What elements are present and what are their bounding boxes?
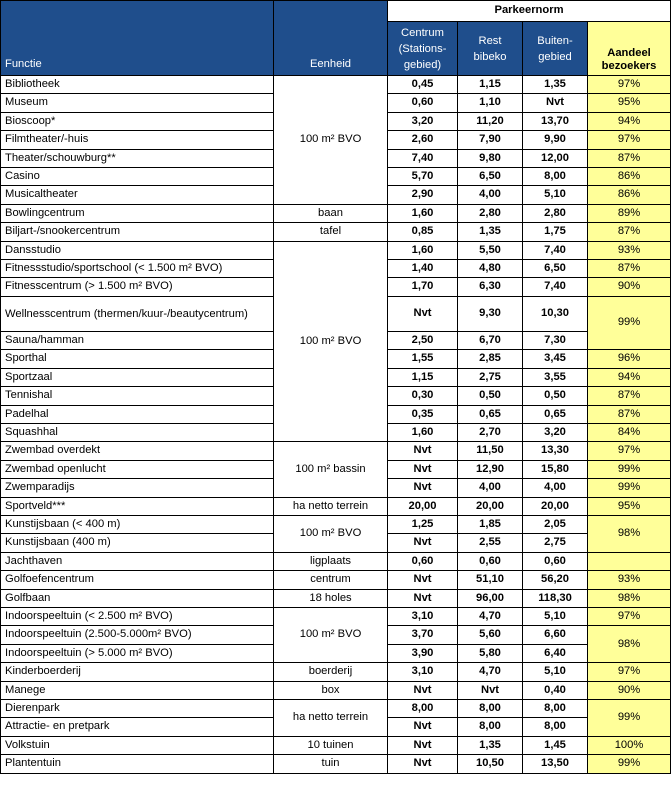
rest-bibeko-value: 2,55	[458, 534, 523, 552]
aandeel-bezoekers-value: 97%	[588, 131, 671, 149]
buitengebied-value: 7,40	[523, 278, 588, 296]
functie-cell: Squashhal	[1, 423, 274, 441]
centrum-value: 2,60	[388, 131, 458, 149]
aandeel-bezoekers-value: 86%	[588, 186, 671, 204]
functie-cell: Sportveld***	[1, 497, 274, 515]
eenheid-cell: 100 m² bassin	[274, 442, 388, 497]
rest-bibeko-value: 5,60	[458, 626, 523, 644]
functie-cell: Zwembad overdekt	[1, 442, 274, 460]
centrum-value: 1,60	[388, 241, 458, 259]
buitengebied-value: 20,00	[523, 497, 588, 515]
buitengebied-value: 10,30	[523, 296, 588, 331]
functie-cell: Indoorspeeltuin (> 5.000 m² BVO)	[1, 644, 274, 662]
table-row	[1, 552, 671, 570]
buitengebied-value: 5,10	[523, 186, 588, 204]
aandeel-bezoekers-value: 87%	[588, 149, 671, 167]
centrum-value: 1,25	[388, 515, 458, 533]
buitengebied-value: 5,10	[523, 607, 588, 625]
functie-cell: Plantentuin	[1, 755, 274, 773]
centrum-value: 5,70	[388, 168, 458, 186]
table-row	[1, 223, 671, 241]
functie-cell: Zwemparadijs	[1, 479, 274, 497]
table-row	[1, 681, 671, 699]
eenheid-cell: 100 m² BVO	[274, 607, 388, 662]
buitengebied-value: 13,30	[523, 442, 588, 460]
centrum-value: 1,60	[388, 204, 458, 222]
functie-cell: Kunstijsbaan (400 m)	[1, 534, 274, 552]
aandeel-bezoekers-value: 97%	[588, 607, 671, 625]
functie-cell: Golfbaan	[1, 589, 274, 607]
centrum-value: Nvt	[388, 755, 458, 773]
buitengebied-value: 0,60	[523, 552, 588, 570]
centrum-value: Nvt	[388, 460, 458, 478]
functie-cell: Golfoefencentrum	[1, 571, 274, 589]
rest-bibeko-value: 9,30	[458, 296, 523, 331]
aandeel-bezoekers-value: 99%	[588, 700, 671, 737]
functie-cell: Indoorspeeltuin (< 2.500 m² BVO)	[1, 607, 274, 625]
centrum-value: 3,20	[388, 112, 458, 130]
functie-cell: Attractie- en pretpark	[1, 718, 274, 736]
buitengebied-value: 5,10	[523, 663, 588, 681]
functie-cell: Sauna/hamman	[1, 331, 274, 349]
centrum-value: Nvt	[388, 442, 458, 460]
aandeel-bezoekers-value: 98%	[588, 626, 671, 663]
centrum-value: 7,40	[388, 149, 458, 167]
header-eenheid: Eenheid	[274, 1, 388, 76]
buitengebied-value: 0,40	[523, 681, 588, 699]
buitengebied-value: 12,00	[523, 149, 588, 167]
centrum-value: 1,40	[388, 260, 458, 278]
functie-cell: Museum	[1, 94, 274, 112]
functie-cell: Filmtheater/-huis	[1, 131, 274, 149]
centrum-value: 0,60	[388, 94, 458, 112]
functie-cell: Sportzaal	[1, 368, 274, 386]
rest-bibeko-value: 0,65	[458, 405, 523, 423]
rest-bibeko-value: 5,50	[458, 241, 523, 259]
rest-bibeko-value: 1,15	[458, 76, 523, 94]
rest-bibeko-value: 4,70	[458, 607, 523, 625]
aandeel-bezoekers-value: 84%	[588, 423, 671, 441]
aandeel-bezoekers-value: 90%	[588, 278, 671, 296]
functie-cell: Bowlingcentrum	[1, 204, 274, 222]
buitengebied-value: 2,05	[523, 515, 588, 533]
header-rest-bibeko: Rest bibeko	[458, 22, 523, 76]
functie-cell: Bioscoop*	[1, 112, 274, 130]
centrum-value: 1,55	[388, 350, 458, 368]
aandeel-bezoekers-value: 98%	[588, 515, 671, 552]
header-buitengebied: Buiten-gebied	[523, 22, 588, 76]
functie-cell: Indoorspeeltuin (2.500-5.000m² BVO)	[1, 626, 274, 644]
centrum-value: 0,35	[388, 405, 458, 423]
eenheid-cell: 18 holes	[274, 589, 388, 607]
header-parkeernorm: Parkeernorm	[388, 1, 671, 22]
centrum-value: Nvt	[388, 479, 458, 497]
functie-cell: Fitnessstudio/sportschool (< 1.500 m² BVO)	[1, 260, 274, 278]
aandeel-bezoekers-value: 95%	[588, 497, 671, 515]
functie-cell: Tennishal	[1, 387, 274, 405]
rest-bibeko-value: 2,85	[458, 350, 523, 368]
eenheid-cell: baan	[274, 204, 388, 222]
functie-cell: Theater/schouwburg**	[1, 149, 274, 167]
rest-bibeko-value: 2,80	[458, 204, 523, 222]
eenheid-cell: tafel	[274, 223, 388, 241]
functie-cell: Padelhal	[1, 405, 274, 423]
rest-bibeko-value: 96,00	[458, 589, 523, 607]
buitengebied-value: 56,20	[523, 571, 588, 589]
centrum-value: Nvt	[388, 681, 458, 699]
functie-cell: Musicaltheater	[1, 186, 274, 204]
rest-bibeko-value: 1,85	[458, 515, 523, 533]
rest-bibeko-value: 51,10	[458, 571, 523, 589]
aandeel-bezoekers-value: 97%	[588, 76, 671, 94]
aandeel-bezoekers-value: 99%	[588, 479, 671, 497]
buitengebied-value: 1,35	[523, 76, 588, 94]
aandeel-bezoekers-value: 93%	[588, 571, 671, 589]
buitengebied-value: 0,65	[523, 405, 588, 423]
rest-bibeko-value: 6,50	[458, 168, 523, 186]
buitengebied-value: 118,30	[523, 589, 588, 607]
aandeel-bezoekers-value: 87%	[588, 405, 671, 423]
functie-cell: Kunstijsbaan (< 400 m)	[1, 515, 274, 533]
table-row	[1, 663, 671, 681]
centrum-value: 3,10	[388, 607, 458, 625]
rest-bibeko-value: 11,20	[458, 112, 523, 130]
table-row	[1, 241, 671, 259]
aandeel-bezoekers-value	[588, 552, 671, 570]
buitengebied-value: 1,45	[523, 736, 588, 754]
functie-cell: Zwembad openlucht	[1, 460, 274, 478]
buitengebied-value: 9,90	[523, 131, 588, 149]
centrum-value: 2,90	[388, 186, 458, 204]
aandeel-bezoekers-value: 89%	[588, 204, 671, 222]
centrum-value: 8,00	[388, 700, 458, 718]
rest-bibeko-value: 8,00	[458, 700, 523, 718]
rest-bibeko-value: 2,70	[458, 423, 523, 441]
buitengebied-value: 1,75	[523, 223, 588, 241]
centrum-value: 3,10	[388, 663, 458, 681]
aandeel-bezoekers-value: 99%	[588, 460, 671, 478]
table-row	[1, 571, 671, 589]
aandeel-bezoekers-value: 90%	[588, 681, 671, 699]
buitengebied-value: 8,00	[523, 700, 588, 718]
functie-cell: Dierenpark	[1, 700, 274, 718]
header-functie: Functie	[1, 1, 274, 76]
functie-cell: Casino	[1, 168, 274, 186]
rest-bibeko-value: 7,90	[458, 131, 523, 149]
buitengebied-value: 13,50	[523, 755, 588, 773]
centrum-value: Nvt	[388, 534, 458, 552]
aandeel-bezoekers-value: 98%	[588, 589, 671, 607]
centrum-value: 0,45	[388, 76, 458, 94]
rest-bibeko-value: 10,50	[458, 755, 523, 773]
eenheid-cell: ha netto terrein	[274, 497, 388, 515]
aandeel-bezoekers-value: 100%	[588, 736, 671, 754]
rest-bibeko-value: 8,00	[458, 718, 523, 736]
table-row	[1, 700, 671, 718]
aandeel-bezoekers-value: 94%	[588, 368, 671, 386]
table-row	[1, 497, 671, 515]
functie-cell: Kinderboerderij	[1, 663, 274, 681]
table-row	[1, 515, 671, 533]
functie-cell: Wellnesscentrum (thermen/kuur-/beautycentrum)	[1, 296, 274, 331]
eenheid-cell: 10 tuinen	[274, 736, 388, 754]
centrum-value: Nvt	[388, 571, 458, 589]
functie-cell: Volkstuin	[1, 736, 274, 754]
rest-bibeko-value: 11,50	[458, 442, 523, 460]
buitengebied-value: 2,75	[523, 534, 588, 552]
table-row	[1, 755, 671, 773]
aandeel-bezoekers-value: 99%	[588, 755, 671, 773]
buitengebied-value: 6,50	[523, 260, 588, 278]
buitengebied-value: 7,30	[523, 331, 588, 349]
rest-bibeko-value: 6,70	[458, 331, 523, 349]
centrum-value: 1,70	[388, 278, 458, 296]
centrum-value: 20,00	[388, 497, 458, 515]
aandeel-bezoekers-value: 93%	[588, 241, 671, 259]
aandeel-bezoekers-value: 96%	[588, 350, 671, 368]
table-row	[1, 736, 671, 754]
aandeel-bezoekers-value: 87%	[588, 387, 671, 405]
buitengebied-value: 3,55	[523, 368, 588, 386]
buitengebied-value: Nvt	[523, 94, 588, 112]
functie-cell: Fitnesscentrum (> 1.500 m² BVO)	[1, 278, 274, 296]
aandeel-bezoekers-value: 86%	[588, 168, 671, 186]
functie-cell: Sporthal	[1, 350, 274, 368]
buitengebied-value: 6,40	[523, 644, 588, 662]
centrum-value: 1,15	[388, 368, 458, 386]
rest-bibeko-value: 0,60	[458, 552, 523, 570]
aandeel-bezoekers-value: 87%	[588, 223, 671, 241]
functie-cell: Biljart-/snookercentrum	[1, 223, 274, 241]
functie-cell: Bibliotheek	[1, 76, 274, 94]
rest-bibeko-value: 1,10	[458, 94, 523, 112]
aandeel-bezoekers-value: 99%	[588, 296, 671, 349]
eenheid-cell: ha netto terrein	[274, 700, 388, 737]
rest-bibeko-value: 4,00	[458, 479, 523, 497]
table-row	[1, 589, 671, 607]
aandeel-bezoekers-value: 97%	[588, 663, 671, 681]
buitengebied-value: 13,70	[523, 112, 588, 130]
rest-bibeko-value: 5,80	[458, 644, 523, 662]
rest-bibeko-value: 4,70	[458, 663, 523, 681]
centrum-value: Nvt	[388, 718, 458, 736]
buitengebied-value: 8,00	[523, 168, 588, 186]
functie-cell: Manege	[1, 681, 274, 699]
centrum-value: 0,30	[388, 387, 458, 405]
centrum-value: Nvt	[388, 736, 458, 754]
functie-cell: Dansstudio	[1, 241, 274, 259]
rest-bibeko-value: 2,75	[458, 368, 523, 386]
eenheid-cell: box	[274, 681, 388, 699]
centrum-value: 0,60	[388, 552, 458, 570]
rest-bibeko-value: 4,80	[458, 260, 523, 278]
buitengebied-value: 2,80	[523, 204, 588, 222]
eenheid-cell: 100 m² BVO	[274, 76, 388, 205]
rest-bibeko-value: Nvt	[458, 681, 523, 699]
aandeel-bezoekers-value: 94%	[588, 112, 671, 130]
rest-bibeko-value: 20,00	[458, 497, 523, 515]
centrum-value: 1,60	[388, 423, 458, 441]
buitengebied-value: 0,50	[523, 387, 588, 405]
aandeel-bezoekers-value: 87%	[588, 260, 671, 278]
table-row	[1, 204, 671, 222]
rest-bibeko-value: 12,90	[458, 460, 523, 478]
buitengebied-value: 3,45	[523, 350, 588, 368]
buitengebied-value: 7,40	[523, 241, 588, 259]
centrum-value: 2,50	[388, 331, 458, 349]
aandeel-bezoekers-value: 95%	[588, 94, 671, 112]
eenheid-cell: boerderij	[274, 663, 388, 681]
eenheid-cell: 100 m² BVO	[274, 241, 388, 442]
centrum-value: Nvt	[388, 589, 458, 607]
header-centrum: Centrum (Stations-gebied)	[388, 22, 458, 76]
rest-bibeko-value: 9,80	[458, 149, 523, 167]
centrum-value: 0,85	[388, 223, 458, 241]
aandeel-bezoekers-value: 97%	[588, 442, 671, 460]
buitengebied-value: 6,60	[523, 626, 588, 644]
rest-bibeko-value: 6,30	[458, 278, 523, 296]
rest-bibeko-value: 4,00	[458, 186, 523, 204]
buitengebied-value: 4,00	[523, 479, 588, 497]
buitengebied-value: 15,80	[523, 460, 588, 478]
rest-bibeko-value: 0,50	[458, 387, 523, 405]
centrum-value: Nvt	[388, 296, 458, 331]
rest-bibeko-value: 1,35	[458, 736, 523, 754]
eenheid-cell: 100 m² BVO	[274, 515, 388, 552]
table-row	[1, 607, 671, 625]
functie-cell: Jachthaven	[1, 552, 274, 570]
table-row	[1, 442, 671, 460]
eenheid-cell: centrum	[274, 571, 388, 589]
table-row	[1, 76, 671, 94]
eenheid-cell: ligplaats	[274, 552, 388, 570]
buitengebied-value: 8,00	[523, 718, 588, 736]
header-aandeel-bezoekers: Aandeel bezoekers	[588, 22, 671, 76]
centrum-value: 3,70	[388, 626, 458, 644]
rest-bibeko-value: 1,35	[458, 223, 523, 241]
buitengebied-value: 3,20	[523, 423, 588, 441]
centrum-value: 3,90	[388, 644, 458, 662]
eenheid-cell: tuin	[274, 755, 388, 773]
